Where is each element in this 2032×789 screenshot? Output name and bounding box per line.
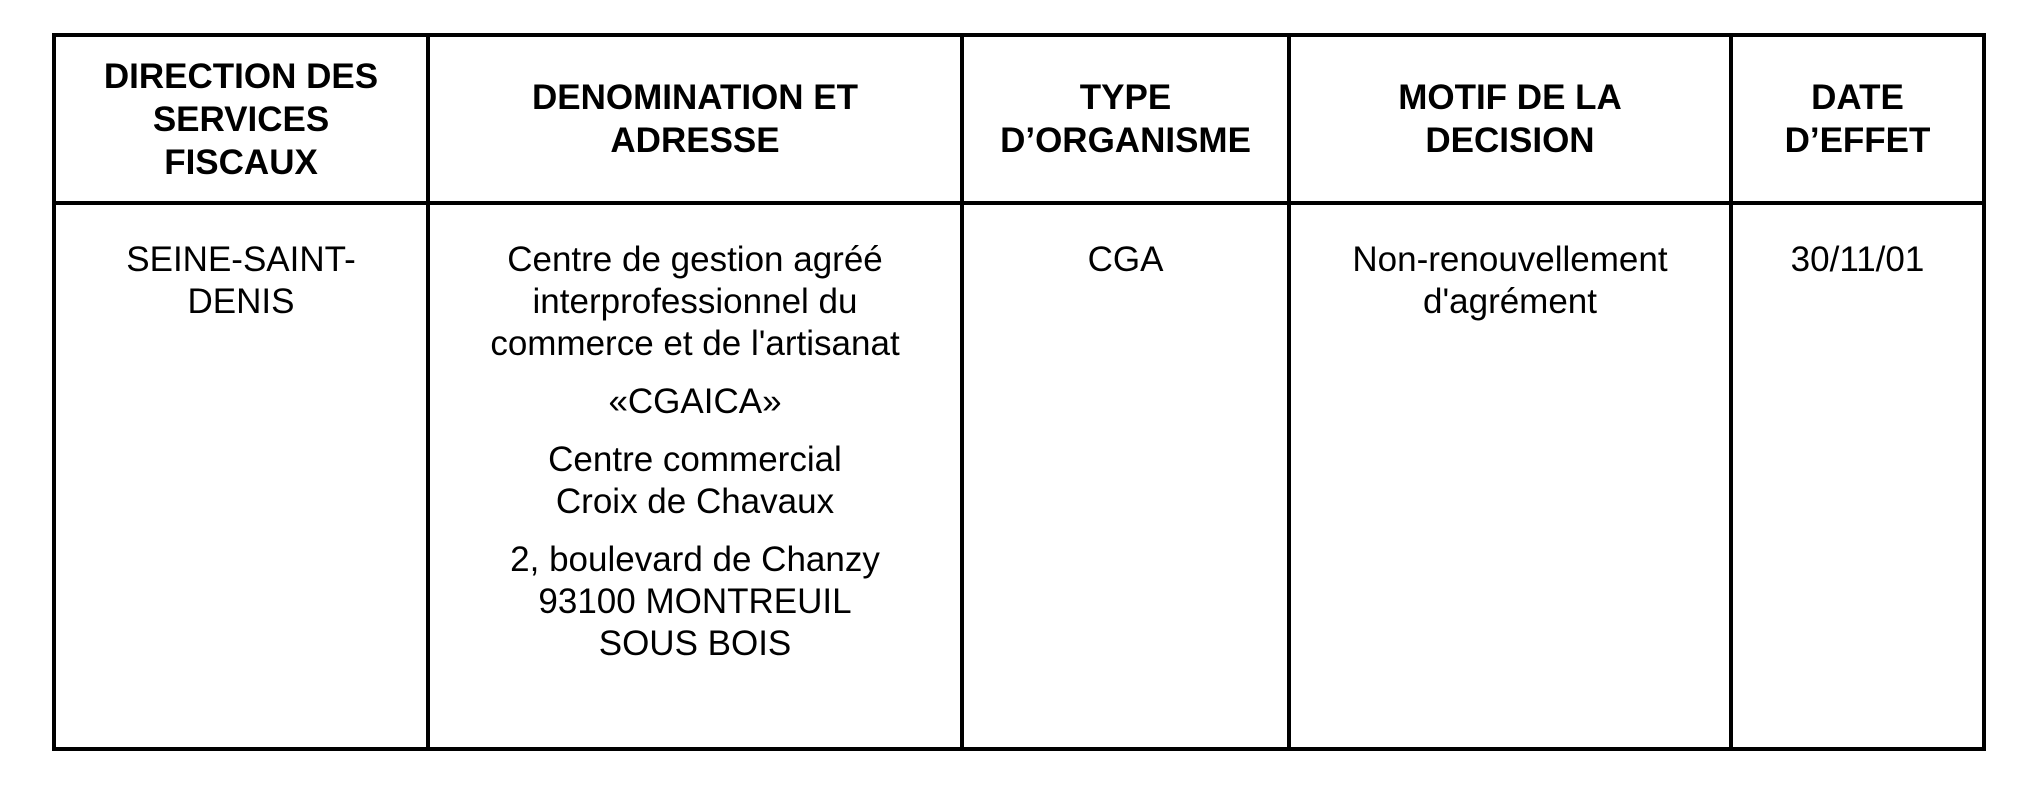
organism-name-line: Centre de gestion agréé — [507, 240, 883, 279]
header-type-line: D’ORGANISME — [1000, 121, 1251, 160]
organism-place — [430, 439, 960, 523]
cell-type — [962, 203, 1289, 749]
header-direction-line: DIRECTION DES — [103, 56, 379, 96]
header-denomination — [428, 35, 962, 203]
type-value: CGA — [1087, 240, 1164, 279]
organism-name-line: interprofessionnel du — [532, 282, 858, 321]
table-row — [54, 203, 1984, 749]
cell-direction — [54, 203, 428, 749]
header-type-line: TYPE — [1079, 78, 1172, 117]
header-motif-line: MOTIF DE LA — [1398, 78, 1622, 117]
header-type — [962, 35, 1289, 203]
header-motif — [1289, 35, 1731, 203]
date-value: 30/11/01 — [1790, 240, 1925, 279]
header-denomination-line: ADRESSE — [610, 121, 780, 160]
header-direction-line: FISCAUX — [164, 142, 318, 182]
organism-acronym-line: «CGAICA» — [608, 382, 782, 421]
cell-denomination — [428, 203, 962, 749]
header-row — [54, 35, 1984, 203]
organism-name-line: commerce et de l'artisanat — [490, 324, 900, 363]
organism-address-line: 2, boulevard de Chanzy — [510, 540, 880, 579]
motif-line: d'agrément — [1422, 282, 1597, 321]
header-direction — [54, 35, 428, 203]
decision-table — [52, 33, 1986, 751]
header-date — [1731, 35, 1984, 203]
direction-line: SEINE-SAINT- — [126, 240, 356, 279]
header-date-line: D’EFFET — [1784, 121, 1931, 160]
header-date-line: DATE — [1811, 78, 1904, 117]
organism-address — [430, 539, 960, 665]
organism-address-line: 93100 MONTREUIL — [538, 582, 852, 621]
header-direction-line: SERVICES — [152, 99, 330, 139]
organism-place-line: Croix de Chavaux — [555, 482, 835, 521]
organism-address-line: SOUS BOIS — [598, 624, 792, 663]
cell-motif — [1289, 203, 1731, 749]
direction-line: DENIS — [187, 282, 295, 321]
header-denomination-line: DENOMINATION ET — [531, 78, 858, 117]
organism-place-line: Centre commercial — [548, 440, 842, 479]
header-motif-line: DECISION — [1425, 121, 1595, 160]
organism-acronym — [430, 381, 960, 423]
motif-line: Non-renouvellement — [1352, 240, 1668, 279]
cell-date — [1731, 203, 1984, 749]
organism-name — [430, 239, 960, 365]
